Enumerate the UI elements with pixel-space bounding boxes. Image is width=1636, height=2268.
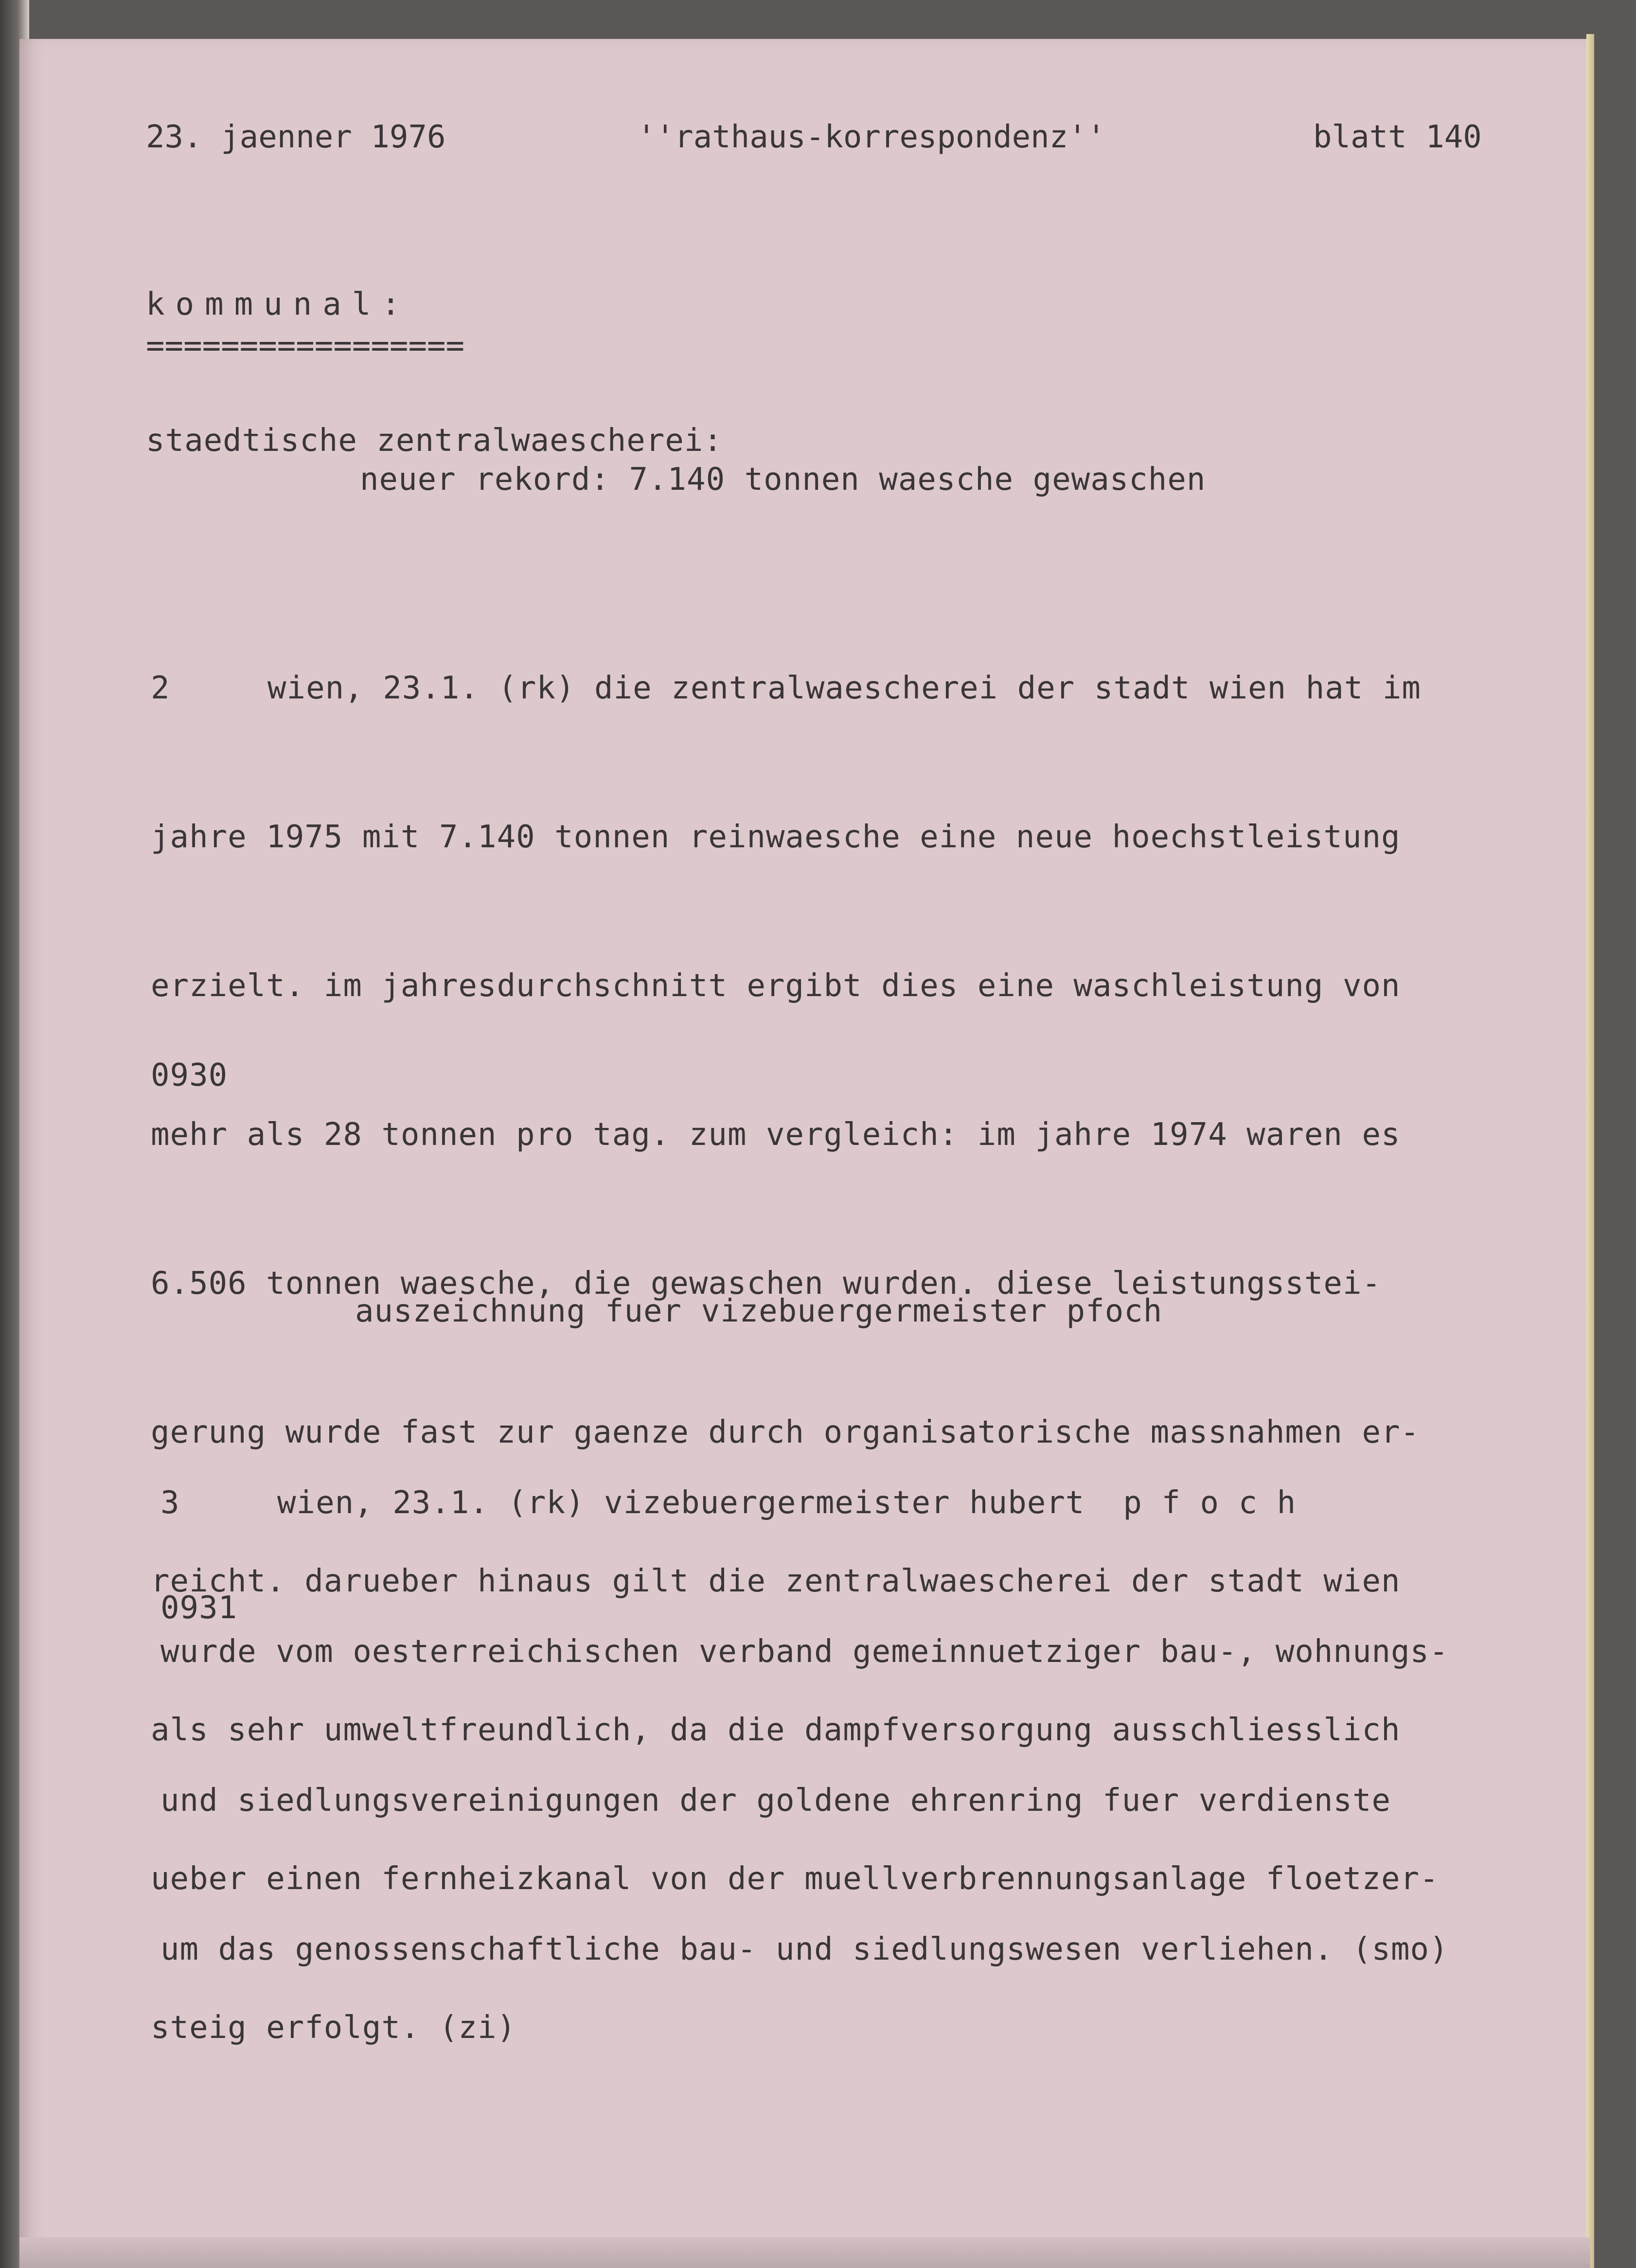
article1-line: gerung wurde fast zur gaenze durch organisatorische massnahmen er- — [151, 1414, 1420, 1450]
article2-code: 0931 — [160, 1590, 238, 1626]
article1-line: 2 wien, 23.1. (rk) die zentralwaescherei der stadt wien hat im — [151, 663, 1439, 713]
header-date: 23. jaenner 1976 — [146, 119, 446, 155]
article2-body — [160, 1379, 1449, 2024]
article1-code: 0930 — [151, 1057, 228, 1093]
article1-line: steig erfolgt. (zi) — [151, 2010, 516, 2046]
article1-headline-line1: staedtische zentralwaescherei: — [146, 423, 723, 459]
page-bottom-edge — [19, 2237, 1590, 2268]
article2-line: und siedlungsvereinigungen der goldene ehrenring fuer verdienste — [160, 1783, 1391, 1819]
article2-line: um das genossenschaftliche bau- und siedlungswesen verliehen. (smo) — [160, 1931, 1449, 1967]
article2-headline: auszeichnung fuer vizebuergermeister pfoch — [355, 1293, 1163, 1329]
article1-headline-line2: neuer rekord: 7.140 tonnen waesche gewaschen — [360, 462, 1206, 498]
section-underline: ================= — [146, 328, 465, 364]
article1-line: jahre 1975 mit 7.140 tonnen reinwaesche eine neue hoechstleistung — [151, 819, 1401, 855]
article1-line: als sehr umweltfreundlich, da die dampfversorgung ausschliesslich — [151, 1712, 1401, 1748]
header-publication: ''rathaus-korrespondenz'' — [637, 119, 1106, 155]
article1-number: 2 — [151, 670, 170, 706]
article1-line: erzielt. im jahresdurchschnitt ergibt dies eine waschleistung von — [151, 968, 1401, 1004]
header-page-number: blatt 140 — [1313, 119, 1482, 155]
section-title: kommunal: — [146, 286, 411, 322]
article2-number: 3 — [160, 1485, 180, 1521]
article1-line: reicht. darueber hinaus gilt die zentralwaescherei der stadt wien — [151, 1563, 1401, 1599]
article2-line: wurde vom oesterreichischen verband gemeinnuetziger bau-, wohnungs- — [160, 1634, 1449, 1670]
article1-line: mehr als 28 tonnen pro tag. zum vergleich: im jahre 1974 waren es — [151, 1117, 1401, 1153]
article1-line: 6.506 tonnen waesche, die gewaschen wurden. diese leistungsstei- — [151, 1266, 1381, 1302]
page-edge — [1586, 34, 1594, 2268]
article1-line: ueber einen fernheizkanal von der muellverbrennungsanlage floetzer- — [151, 1861, 1439, 1897]
article2-line: 3 wien, 23.1. (rk) vizebuergermeister hubert p f o c h — [160, 1478, 1449, 1528]
